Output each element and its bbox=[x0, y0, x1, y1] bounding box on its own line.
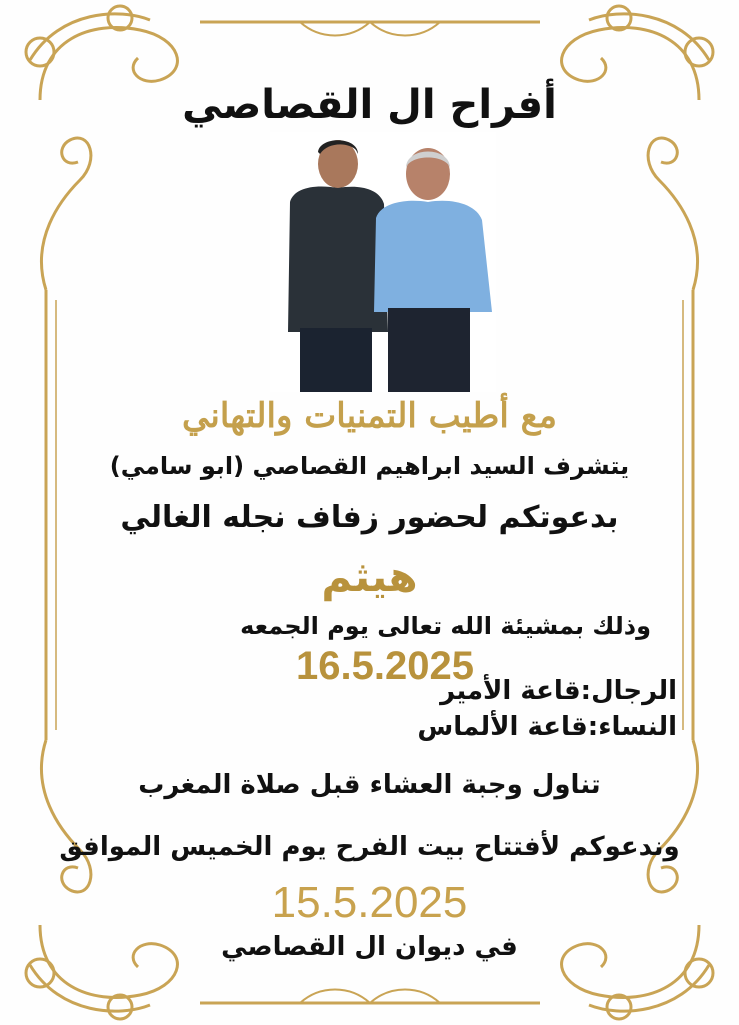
host-line: يتشرف السيد ابراهيم القصاصي (ابو سامي) bbox=[109, 452, 630, 480]
opening-venue: في ديوان ال القصاصي bbox=[221, 932, 518, 962]
family-photo bbox=[270, 132, 496, 392]
invitation-line: بدعوتكم لحضور زفاف نجله الغالي bbox=[120, 500, 619, 535]
groom-name: هيثم bbox=[321, 552, 418, 601]
dinner-line: تناول وجبة العشاء قبل صلاة المغرب bbox=[138, 770, 601, 800]
men-hall: الرجال:قاعة الأمير bbox=[440, 676, 677, 706]
blessing-text: مع أطيب التمنيات والتهاني bbox=[182, 396, 557, 436]
page-title: أفراح ال القصاصي bbox=[182, 82, 557, 128]
wedding-date: 16.5.2025 bbox=[296, 644, 474, 688]
opening-date: 15.5.2025 bbox=[271, 878, 468, 927]
women-hall: النساء:قاعة الألماس bbox=[417, 712, 677, 742]
friday-line: وذلك بمشيئة الله تعالى يوم الجمعه bbox=[240, 612, 651, 640]
opening-invite-line: وندعوكم لأفتتاح بيت الفرح يوم الخميس الموافق bbox=[59, 832, 680, 862]
